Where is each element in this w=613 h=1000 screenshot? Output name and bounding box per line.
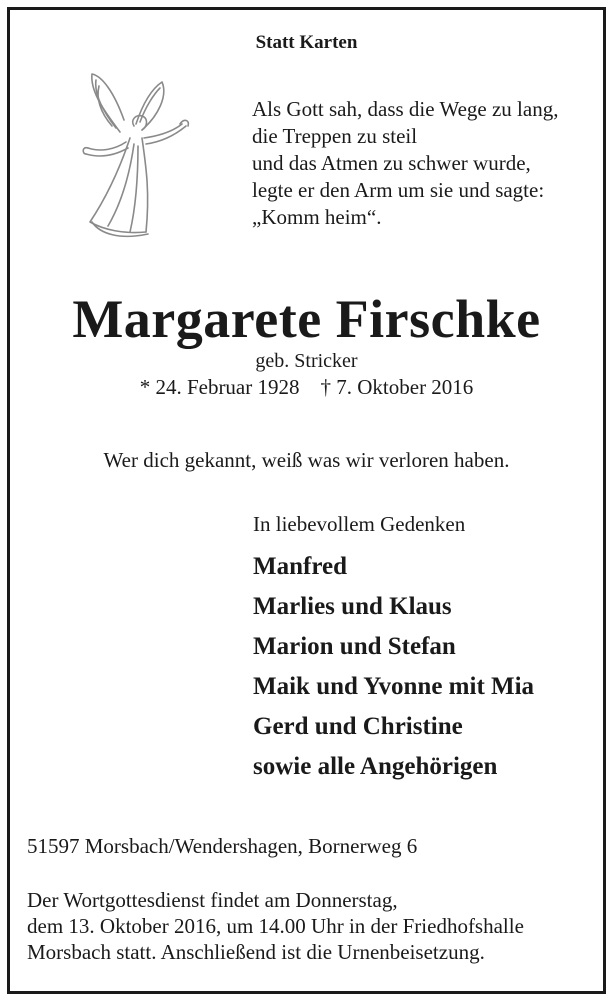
- service-info: [27, 887, 524, 965]
- service-line: Morsbach statt. Anschließend ist die Urnenbeisetzung.: [27, 940, 485, 964]
- deceased-name: Margarete Firschke: [72, 289, 541, 349]
- poem: [252, 96, 558, 231]
- poem-line: legte er den Arm um sie und sagte:: [252, 178, 545, 202]
- poem-line: „Komm heim“.: [252, 205, 382, 229]
- poem-line: die Treppen zu steil: [252, 124, 418, 148]
- remembrance-intro: In liebevollem Gedenken: [253, 512, 466, 536]
- poem-line: Als Gott sah, dass die Wege zu lang,: [252, 97, 559, 121]
- service-line: Der Wortgottesdienst findet am Donnerstag,: [27, 888, 398, 912]
- header-text: Statt Karten: [255, 32, 358, 53]
- address: 51597 Morsbach/Wendershagen, Bornerweg 6: [27, 834, 418, 858]
- life-dates: * 24. Februar 1928 † 7. Oktober 2016: [139, 375, 474, 399]
- mourner-entry: Marion und Stefan: [253, 633, 456, 660]
- service-line: dem 13. Oktober 2016, um 14.00 Uhr in der Friedhofshalle: [27, 914, 524, 938]
- mourner-entry: Maik und Yvonne mit Mia: [253, 673, 535, 700]
- poem-line: und das Atmen zu schwer wurde,: [252, 151, 531, 175]
- mourner-entry: Marlies und Klaus: [253, 593, 452, 620]
- mourners-list: [253, 547, 534, 787]
- angel-icon: [50, 62, 200, 252]
- mourner-entry: Manfred: [253, 553, 347, 580]
- mourner-entry: sowie alle Angehörigen: [253, 753, 498, 780]
- memorial-quote: Wer dich gekannt, weiß was wir verloren haben.: [103, 448, 510, 472]
- mourner-entry: Gerd und Christine: [253, 713, 463, 740]
- birth-name: geb. Stricker: [255, 350, 358, 372]
